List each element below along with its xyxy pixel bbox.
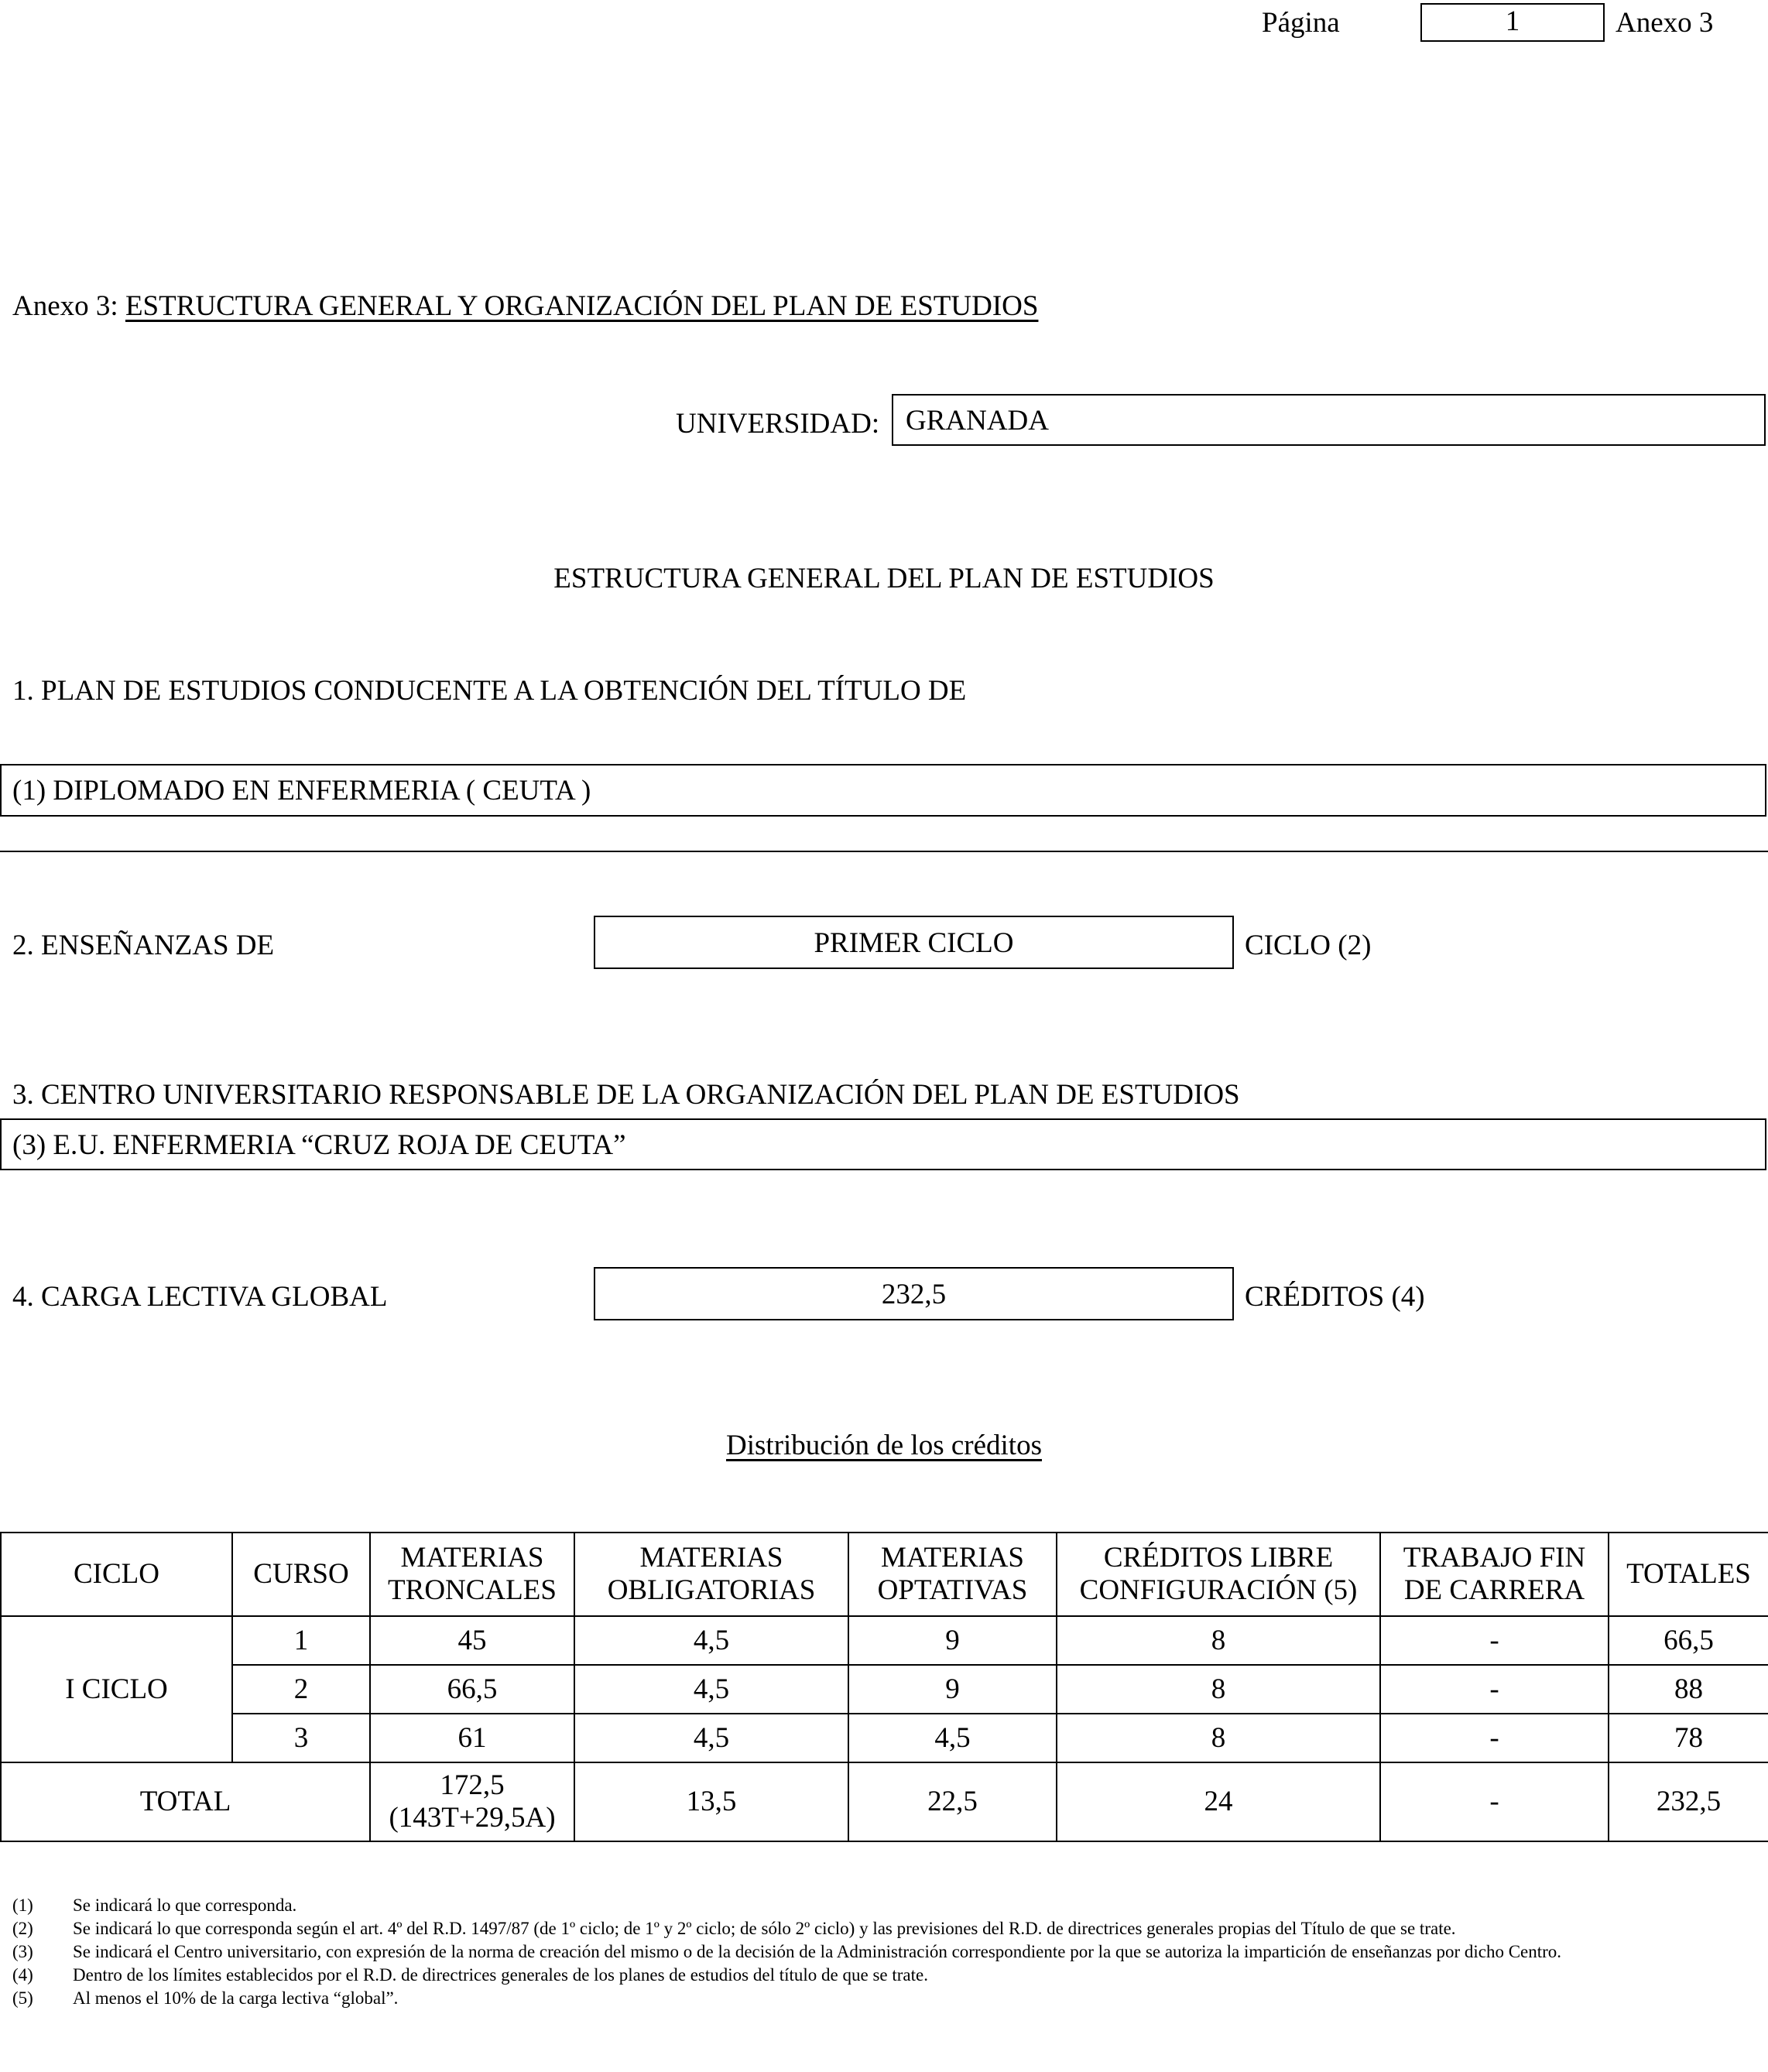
footnote-number: (2) <box>12 1919 33 1938</box>
section3-label: 3. CENTRO UNIVERSITARIO RESPONSABLE DE LA ORGANIZACIÓN DEL PLAN DE ESTUDIOS <box>12 1079 1240 1111</box>
header-troncales: MATERIAS TRONCALES <box>370 1533 574 1616</box>
total-label: TOTAL <box>1 1762 370 1841</box>
total-row <box>1 1762 1768 1841</box>
annex-label: Anexo 3 <box>1616 7 1714 39</box>
total-trabajo: - <box>1380 1762 1609 1841</box>
troncales-cell: 45 <box>370 1616 574 1665</box>
total-troncales: 172,5 (143T+29,5A) <box>370 1762 574 1841</box>
section3-value: (3) E.U. ENFERMERIA “CRUZ ROJA DE CEUTA” <box>12 1129 626 1161</box>
footnote <box>12 1940 1754 1964</box>
footnote-text: Dentro de los límites establecidos por el R.D. de directrices generales de los planes de estudios del título de que se trate. <box>73 1965 928 1985</box>
optativas-cell: 4,5 <box>848 1714 1057 1762</box>
title-text: ESTRUCTURA GENERAL Y ORGANIZACIÓN DEL PLAN DE ESTUDIOS <box>125 290 1039 322</box>
total-obligatorias: 13,5 <box>574 1762 848 1841</box>
total-optativas: 22,5 <box>848 1762 1057 1841</box>
obligatorias-cell: 4,5 <box>574 1665 848 1714</box>
trabajo-cell: - <box>1380 1714 1609 1762</box>
total-libre: 24 <box>1057 1762 1380 1841</box>
header-obligatorias: MATERIAS OBLIGATORIAS <box>574 1533 848 1616</box>
header-curso: CURSO <box>232 1533 370 1616</box>
curso-cell: 2 <box>232 1665 370 1714</box>
distribution-title-text: Distribución de los créditos <box>726 1430 1042 1461</box>
section2-suffix: CICLO (2) <box>1245 930 1372 961</box>
header-totales: TOTALES <box>1609 1533 1768 1616</box>
section2-box <box>594 916 1234 969</box>
footnote <box>12 1917 1754 1940</box>
footnote <box>12 1964 1754 1987</box>
header-trabajo-fin-carrera: TRABAJO FIN DE CARRERA <box>1380 1533 1609 1616</box>
totales-cell: 88 <box>1609 1665 1768 1714</box>
title-prefix: Anexo 3: <box>12 290 125 322</box>
totales-cell: 78 <box>1609 1714 1768 1762</box>
footnote-text: Se indicará el Centro universitario, con expresión de la norma de creación del mismo o de la decisión de la Administración correspondiente por la que se autoriza la impartición de enseñanzas por dicho Centro. <box>73 1942 1562 1961</box>
trabajo-cell: - <box>1380 1616 1609 1665</box>
footnote-number: (1) <box>12 1896 33 1915</box>
footnote-number: (3) <box>12 1942 33 1961</box>
table-row <box>1 1616 1768 1665</box>
page-number: 1 <box>1505 5 1520 37</box>
obligatorias-cell: 4,5 <box>574 1714 848 1762</box>
divider-line <box>0 851 1768 852</box>
footnote-number: (4) <box>12 1965 33 1985</box>
university-value: GRANADA <box>906 405 1049 437</box>
totales-cell: 66,5 <box>1609 1616 1768 1665</box>
libre-cell: 8 <box>1057 1714 1380 1762</box>
section2-label: 2. ENSEÑANZAS DE <box>12 930 275 961</box>
curso-cell: 3 <box>232 1714 370 1762</box>
footnote <box>12 1894 1754 1917</box>
section4-value: 232,5 <box>881 1279 947 1310</box>
header-optativas: MATERIAS OPTATIVAS <box>848 1533 1057 1616</box>
section1-value: (1) DIPLOMADO EN ENFERMERIA ( CEUTA ) <box>12 775 591 807</box>
table-header-row <box>1 1533 1768 1616</box>
libre-cell: 8 <box>1057 1616 1380 1665</box>
section1-label: 1. PLAN DE ESTUDIOS CONDUCENTE A LA OBTENCIÓN DEL TÍTULO DE <box>12 675 967 707</box>
table-row <box>1 1665 1768 1714</box>
footnote-text: Se indicará lo que corresponda. <box>73 1896 297 1915</box>
section1-box <box>0 764 1766 817</box>
structure-heading: ESTRUCTURA GENERAL DEL PLAN DE ESTUDIOS <box>553 563 1215 594</box>
obligatorias-cell: 4,5 <box>574 1616 848 1665</box>
page-label: Página <box>1262 7 1340 39</box>
curso-cell: 1 <box>232 1616 370 1665</box>
footnote-text: Al menos el 10% de la carga lectiva “global”. <box>73 1988 399 2008</box>
section2-value: PRIMER CICLO <box>814 927 1014 959</box>
optativas-cell: 9 <box>848 1665 1057 1714</box>
section3-box <box>0 1118 1766 1170</box>
libre-cell: 8 <box>1057 1665 1380 1714</box>
trabajo-cell: - <box>1380 1665 1609 1714</box>
document-title <box>12 289 1038 324</box>
university-box <box>892 394 1766 446</box>
total-totales: 232,5 <box>1609 1762 1768 1841</box>
section4-suffix: CRÉDITOS (4) <box>1245 1281 1425 1313</box>
section4-label: 4. CARGA LECTIVA GLOBAL <box>12 1281 388 1313</box>
header-ciclo: CICLO <box>1 1533 232 1616</box>
footnotes <box>12 1894 1754 2010</box>
header-libre-configuracion: CRÉDITOS LIBRE CONFIGURACIÓN (5) <box>1057 1533 1380 1616</box>
optativas-cell: 9 <box>848 1616 1057 1665</box>
footnote-text: Se indicará lo que corresponda según el art. 4º del R.D. 1497/87 (de 1º ciclo; de 1º y 2º ciclo; de sólo 2º ciclo) y las previsiones del R.D. de directrices generales propias del Título de que se trate. <box>73 1919 1456 1938</box>
university-label: UNIVERSIDAD: <box>676 408 880 440</box>
section4-box <box>594 1267 1234 1320</box>
ciclo-cell: I CICLO <box>1 1616 232 1762</box>
troncales-cell: 61 <box>370 1714 574 1762</box>
credit-distribution-table <box>0 1532 1768 1842</box>
footnote <box>12 1987 1754 2010</box>
page-number-box <box>1420 3 1605 42</box>
distribution-title <box>0 1429 1768 1463</box>
table-row <box>1 1714 1768 1762</box>
footnote-number: (5) <box>12 1988 33 2008</box>
troncales-cell: 66,5 <box>370 1665 574 1714</box>
